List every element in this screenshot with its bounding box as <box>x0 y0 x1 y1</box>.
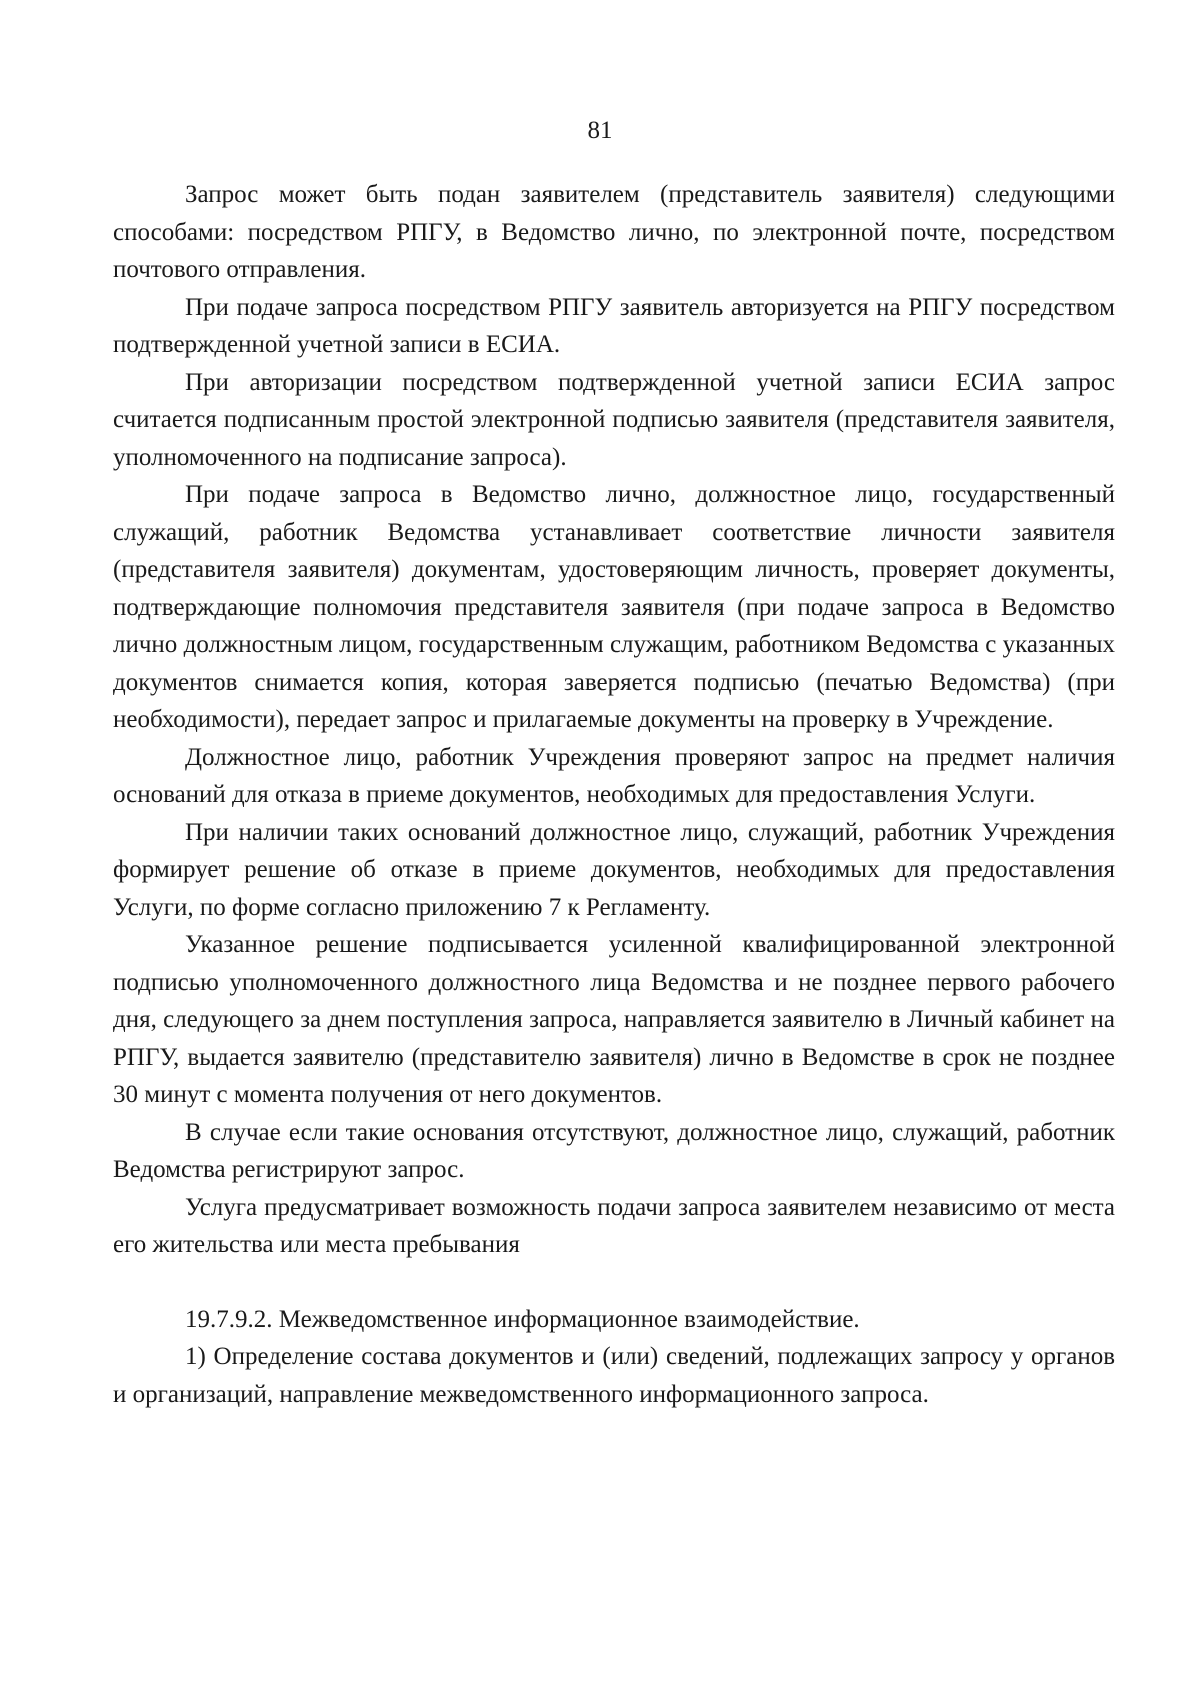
paragraph-registration: В случае если такие основания отсутствуют, должностное лицо, служащий, работник Ведомства регистрируют запрос. <box>113 1118 1115 1183</box>
document-body <box>113 176 1115 1413</box>
paragraph-in-person-submission: При подаче запроса в Ведомство лично, должностное лицо, государственный служащий, работник Ведомства устанавливает соответствие личности заявителя (представителя заявителя) документам, удостоверяющим личность, проверяет документы, подтверждающие полномочия представителя заявителя (при подаче запроса в Ведомство лично должностным лицом, государственным служащим, работником Ведомства с указанных документов снимается копия, которая заверяется подписью (печатью Ведомства) (при необходимости), передает запрос и прилагаемые документы на проверку в Учреждение. <box>113 481 1115 733</box>
paragraph-decision-signing: Указанное решение подписывается усиленной квалифицированной электронной подписью уполномоченного должностного лица Ведомства и не позднее первого рабочего дня, следующего за днем поступления запроса, направляется заявителю в Личный кабинет на РПГУ, выдается заявителю (представителю заявителя) лично в Ведомстве в срок не позднее 30 минут с момента получения от него документов. <box>113 931 1115 1108</box>
paragraph-extraterritoriality: Услуга предусматривает возможность подачи запроса заявителем независимо от места его жительства или места пребывания <box>113 1193 1115 1258</box>
section-gap <box>113 1264 1115 1301</box>
paragraph-rpgu-authorization: При подаче запроса посредством РПГУ заявитель авторизуется на РПГУ посредством подтвержденной учетной записи в ЕСИА. <box>113 293 1115 358</box>
paragraph-refusal-decision: При наличии таких оснований должностное лицо, служащий, работник Учреждения формирует решение об отказе в приеме документов, необходимых для предоставления Услуги, по форме согласно приложению 7 к Регламенту. <box>113 818 1115 921</box>
paragraph-request-check: Должностное лицо, работник Учреждения проверяют запрос на предмет наличия оснований для отказа в приеме документов, необходимых для предоставления Услуги. <box>113 743 1115 808</box>
section-item-1: 1) Определение состава документов и (или) сведений, подлежащих запросу у органов и организаций, направление межведомственного информационного запроса. <box>113 1343 1115 1408</box>
section-heading: 19.7.9.2. Межведомственное информационное взаимодействие. <box>185 1305 860 1333</box>
paragraph-submission-methods: Запрос может быть подан заявителем (представитель заявителя) следующими способами: посредством РПГУ, в Ведомство лично, по электронной почте, посредством почтового отправления. <box>113 181 1115 283</box>
page-number: 81 <box>587 117 613 144</box>
paragraph-esia-signature: При авторизации посредством подтвержденной учетной записи ЕСИА запрос считается подписанным простой электронной подписью заявителя (представителя заявителя, уполномоченного на подписание запроса). <box>113 368 1115 471</box>
